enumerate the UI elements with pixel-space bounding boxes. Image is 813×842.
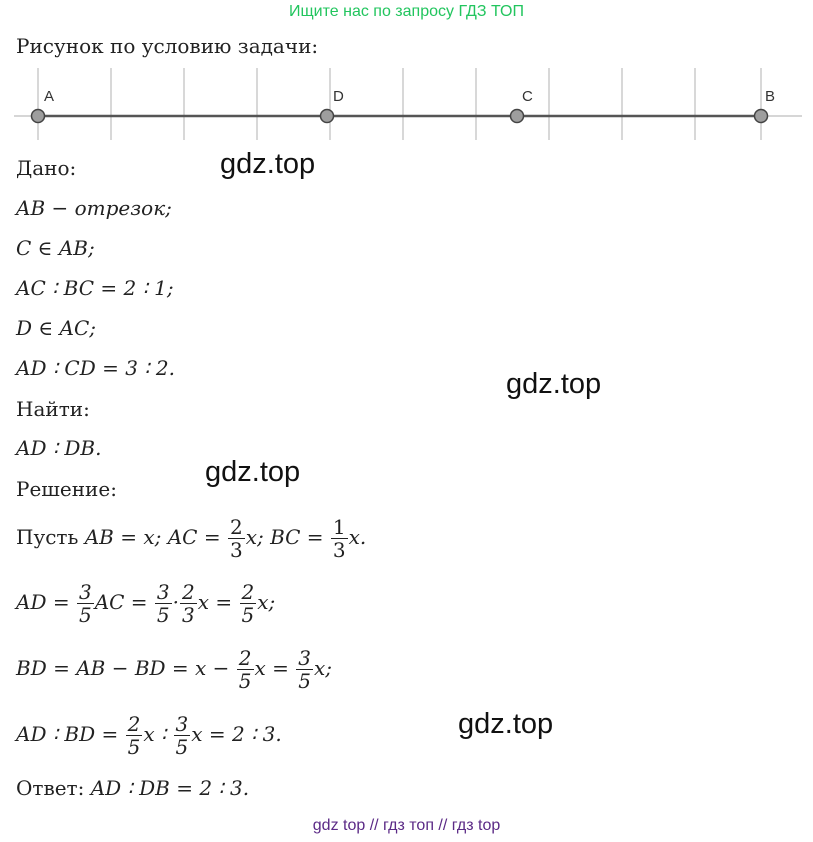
fraction: $\frac{2}{5}$ xyxy=(238,646,252,693)
given-title: Дано: xyxy=(16,156,77,180)
step1-expr-c: x. xyxy=(348,525,367,549)
point-a xyxy=(32,110,45,123)
point-d xyxy=(321,110,334,123)
answer-line xyxy=(16,776,249,800)
fraction: $\frac{2}{5}$ xyxy=(127,712,141,759)
given-line-5: AD ∶ CD = 3 ∶ 2. xyxy=(16,356,175,380)
label-a: A xyxy=(44,88,55,105)
watermark: gdz.top xyxy=(506,368,602,400)
fraction: $\frac{2}{3}$ xyxy=(182,580,195,627)
label-d: D xyxy=(333,88,344,105)
point-b xyxy=(755,110,768,123)
fraction: $\frac{2}{3}$ xyxy=(229,515,243,562)
footer-links[interactable]: gdz top // гдз топ // гдз top xyxy=(312,817,501,834)
label-c: C xyxy=(522,88,533,105)
fraction: $\frac{3}{5}$ xyxy=(175,712,189,759)
label-b: B xyxy=(765,88,776,105)
fraction: $\frac{3}{5}$ xyxy=(78,580,92,627)
top-banner[interactable]: Ищите нас по запросу ГДЗ ТОП xyxy=(289,3,524,20)
given-line-1: AB − отрезок; xyxy=(16,196,172,220)
find-line: AD ∶ DB. xyxy=(16,436,102,460)
solution-step-1 xyxy=(16,516,366,561)
step1-expr-b: x; BC = xyxy=(245,525,330,549)
solution-title: Решение: xyxy=(16,477,117,501)
solution-step-3: BD = AB − BD = x − $\frac{2}{5}$ x = $\frac{3}{5}$ x; xyxy=(16,646,333,693)
watermark: gdz.top xyxy=(205,456,301,488)
fraction: $\frac{1}{3}$ xyxy=(332,515,346,562)
given-line-2: C ∈ AB; xyxy=(16,236,95,260)
solution-step-4: AD ∶ BD = $\frac{2}{5}$ x ∶ $\frac{3}{5}$ x = 2 ∶ 3. xyxy=(16,712,282,759)
fraction: $\frac{2}{5}$ xyxy=(241,580,255,627)
answer-value: AD ∶ DB = 2 ∶ 3. xyxy=(90,776,250,800)
given-line-4: D ∈ AC; xyxy=(16,316,97,340)
step1-expr-a: AB = x; AC = xyxy=(84,525,227,549)
grid-lines xyxy=(14,68,802,140)
solution-step-2: AD = $\frac{3}{5}$ AC = $\frac{3}{5}$ · $\frac{2}{3}$ x = $\frac{2}{5}$ x; xyxy=(16,580,276,627)
fraction: $\frac{3}{5}$ xyxy=(298,646,312,693)
watermark: gdz.top xyxy=(458,708,554,740)
step1-let: Пусть xyxy=(16,525,85,549)
watermark: gdz.top xyxy=(220,148,316,180)
find-title: Найти: xyxy=(16,397,90,421)
figure-caption: Рисунок по условию задачи: xyxy=(16,34,319,58)
given-line-3: AC ∶ BC = 2 ∶ 1; xyxy=(16,276,174,300)
segment-figure xyxy=(14,68,804,144)
fraction: $\frac{3}{5}$ xyxy=(156,580,170,627)
answer-label: Ответ: xyxy=(16,776,91,800)
point-c xyxy=(511,110,524,123)
